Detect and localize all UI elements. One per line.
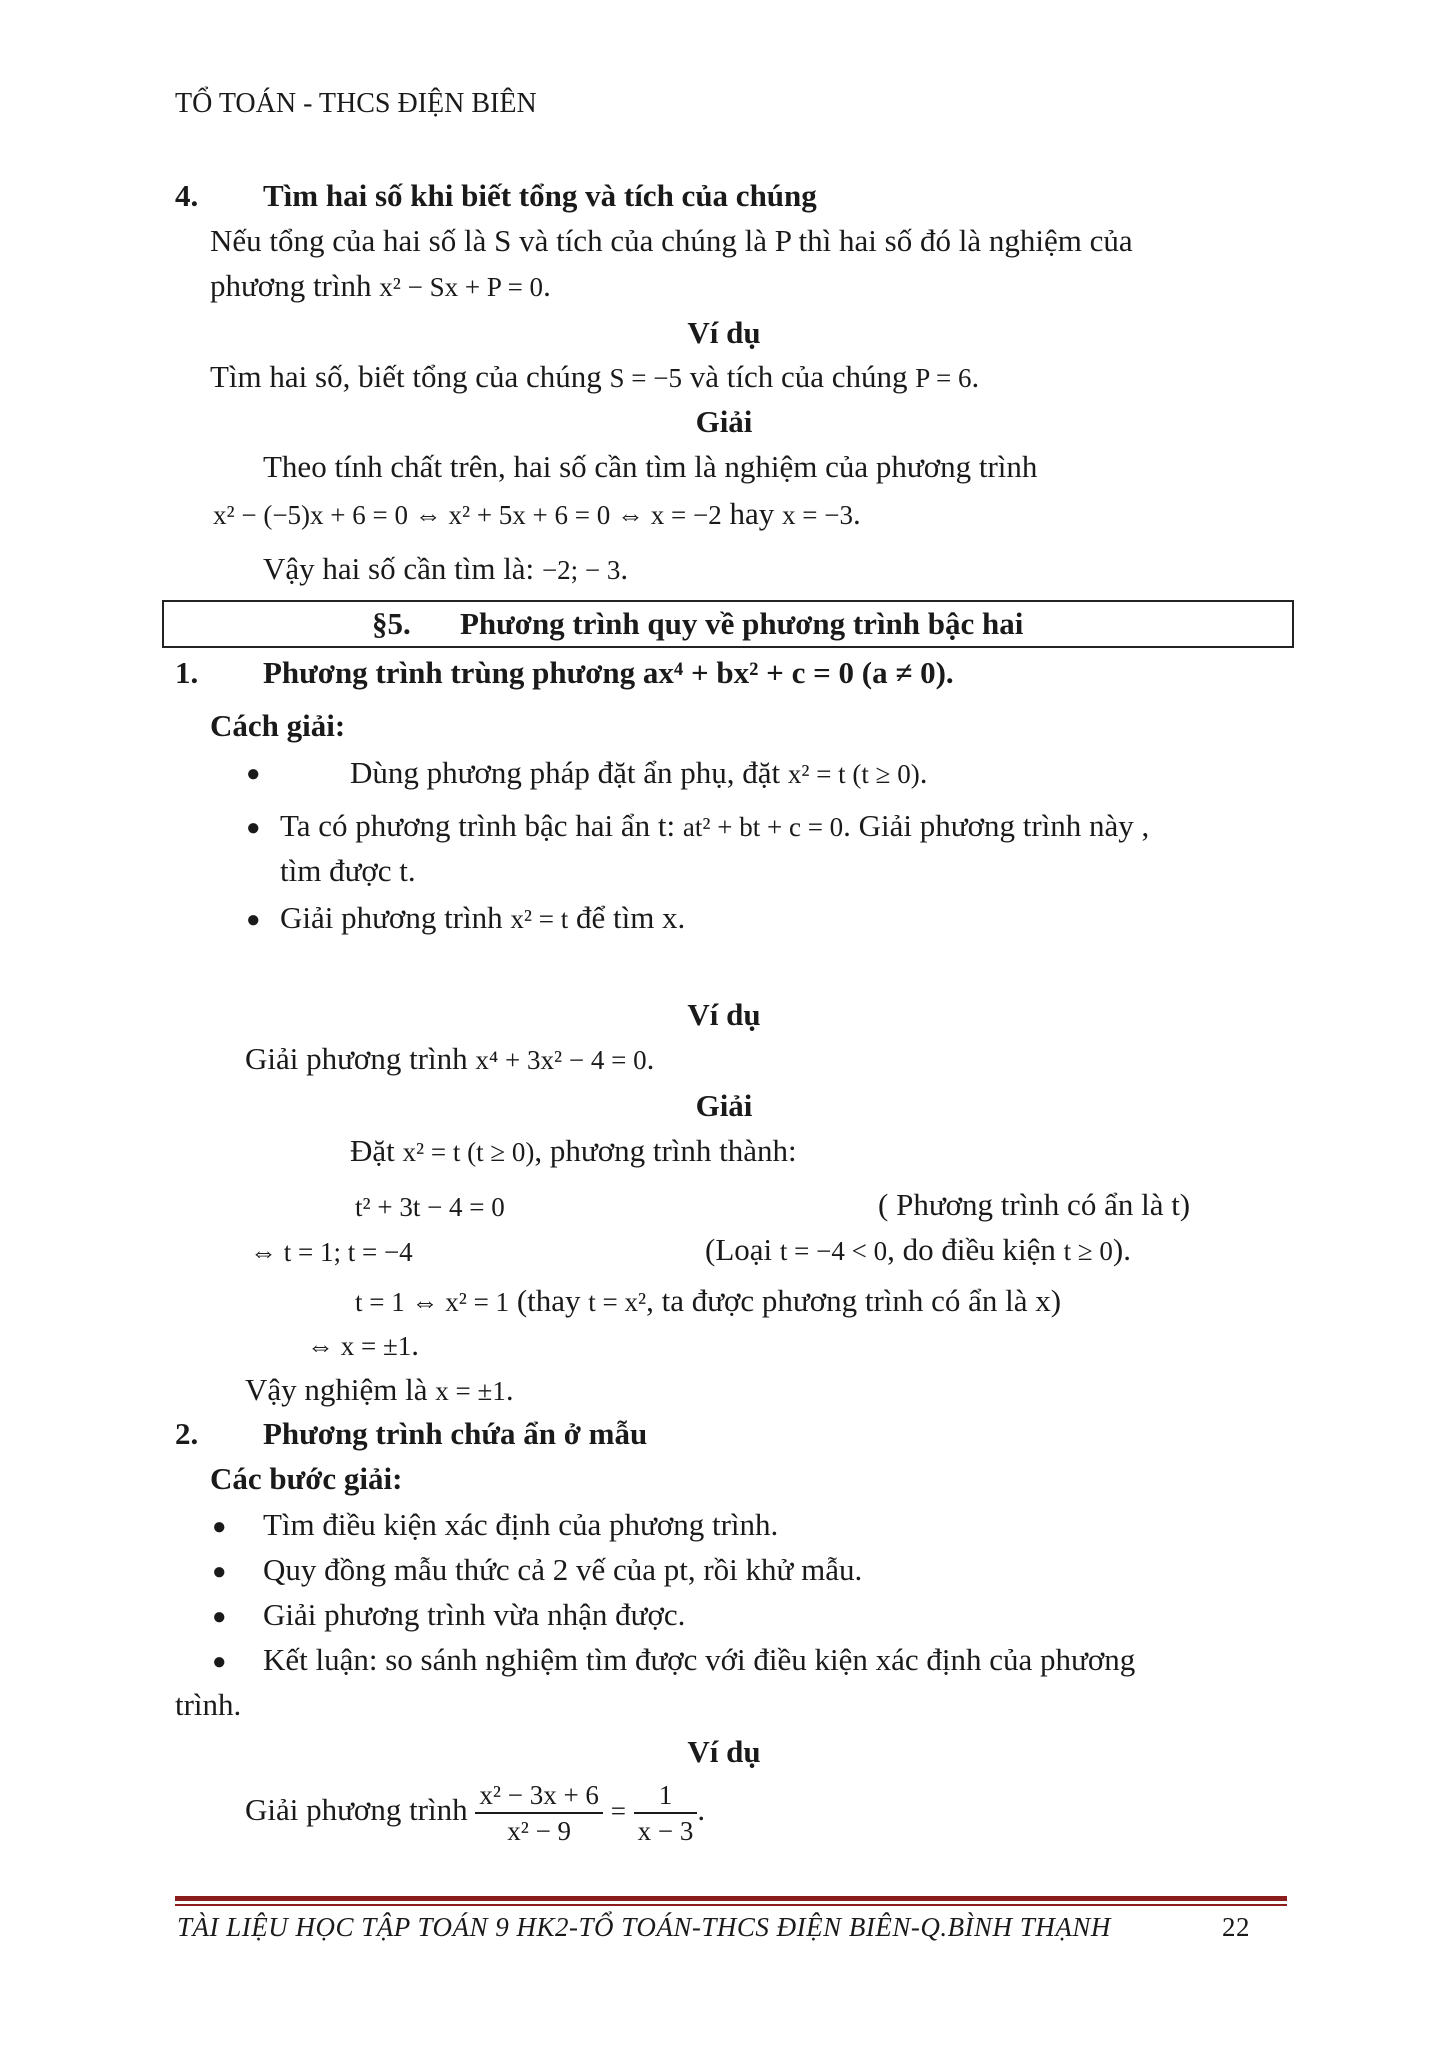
- p1-solution-line5: ⇔ x = ±1.: [307, 1327, 420, 1362]
- part-1-equation: ax⁴ + bx² + c = 0 (a ≠ 0): [642, 655, 946, 690]
- p1-bullet-1: Dùng phương pháp đặt ẩn phụ, đặt x² = t (t ≥ 0).: [350, 755, 928, 790]
- part-1-number: 1.: [175, 655, 199, 690]
- p1-bullet-2-cont: tìm được t.: [280, 853, 416, 888]
- p2-step-2: Quy đồng mẫu thức cả 2 vế của pt, rồi khử mẫu.: [263, 1552, 863, 1587]
- footer-text: TÀI LIỆU HỌC TẬP TOÁN 9 HK2-TỔ TOÁN-THCS ĐIỆN BIÊN-Q.BÌNH THẠNH: [177, 1912, 1111, 1942]
- p2-step-1: Tìm điều kiện xác định của phương trình.: [263, 1507, 779, 1542]
- p1-solution-heading: Giải: [695, 1088, 753, 1123]
- part-2-steps-label: Các bước giải:: [210, 1461, 403, 1496]
- s4-example-heading: Ví dụ: [687, 315, 761, 350]
- footer-rule-thin: [175, 1904, 1287, 1906]
- bullet-icon: ●: [246, 907, 261, 933]
- p1-solution-line3-eq: ⇔ t = 1; t = −4: [250, 1237, 413, 1267]
- page-header: TỔ TOÁN - THCS ĐIỆN BIÊN: [175, 88, 537, 119]
- section-4-title: Tìm hai số khi biết tổng và tích của chúng: [263, 178, 817, 213]
- p2-step-4-cont: trình.: [175, 1687, 242, 1722]
- s4-sum: S = −5: [609, 363, 682, 393]
- fraction-right: $\frac{1}{x - 3}$: [634, 1778, 698, 1848]
- s4-product: P = 6: [915, 363, 972, 393]
- bullet-icon: ●: [212, 1559, 227, 1585]
- s4-solution-line1: Theo tính chất trên, hai số cần tìm là nghiệm của phương trình: [263, 449, 1038, 484]
- part-2-title: Phương trình chứa ẩn ở mẫu: [263, 1416, 648, 1451]
- p2-example-heading: Ví dụ: [687, 1734, 761, 1769]
- p1-solution-line2-eq: t² + 3t − 4 = 0: [355, 1192, 505, 1222]
- section-5-number: §5.: [372, 606, 411, 641]
- part-2-number: 2.: [175, 1416, 199, 1451]
- bullet-icon: ●: [246, 815, 261, 841]
- bullet-icon: ●: [212, 1604, 227, 1630]
- fraction-left: $\frac{\text{x² − 3x + 6}}{\text{x² − 9}}$: [475, 1778, 603, 1848]
- s4-conclusion: Vậy hai số cần tìm là: −2; − 3.: [263, 551, 629, 586]
- p1-bullet-3: Giải phương trình x² = t để tìm x.: [280, 900, 686, 935]
- p2-example-text: Giải phương trình $\frac{\text{x² − 3x + 6}}{\text{x² − 9}}$ = $\frac{1}{x - 3}$ .: [245, 1779, 706, 1846]
- p1-solution-line2-note: ( Phương trình có ẩn là t): [878, 1187, 1191, 1222]
- p1-conclusion: Vậy nghiệm là x = ±1.: [245, 1372, 514, 1407]
- p2-step-4: Kết luận: so sánh nghiệm tìm được với điều kiện xác định của phương: [263, 1642, 1136, 1677]
- p1-example-text: Giải phương trình x⁴ + 3x² − 4 = 0.: [245, 1041, 655, 1076]
- s4-example-text: Tìm hai số, biết tổng của chúng S = −5 và tích của chúng P = 6.: [210, 359, 980, 394]
- section-4-number: 4.: [175, 178, 199, 213]
- s4-text-line2: phương trình x² − Sx + P = 0.: [210, 268, 551, 303]
- p1-solution-line1: Đặt x² = t (t ≥ 0), phương trình thành:: [350, 1133, 797, 1168]
- p2-step-3: Giải phương trình vừa nhận được.: [263, 1597, 686, 1632]
- s4-solution-equation: x² − (−5)x + 6 = 0 ⇔ x² + 5x + 6 = 0 ⇔ x = −2 hay x = −3.: [213, 496, 861, 531]
- p1-solution-line3-note: (Loại t = −4 < 0, do điều kiện t ≥ 0).: [705, 1232, 1131, 1267]
- part-1-title: Phương trình trùng phương ax⁴ + bx² + c = 0 (a ≠ 0).: [263, 655, 954, 690]
- p1-solution-line4: t = 1 ⇔ x² = 1 (thay t = x², ta được phương trình có ẩn là x): [355, 1283, 1062, 1318]
- equals-sign: =: [610, 1796, 626, 1826]
- part-1-method-label: Cách giải:: [210, 708, 346, 743]
- p1-bullet-2: Ta có phương trình bậc hai ẩn t: at² + bt + c = 0. Giải phương trình này ,: [280, 808, 1150, 843]
- footer-rule-thick: [175, 1896, 1287, 1901]
- section-5-title: Phương trình quy về phương trình bậc hai: [460, 606, 1024, 641]
- bullet-icon: ●: [246, 761, 261, 787]
- page-number: 22: [1222, 1912, 1250, 1942]
- bullet-icon: ●: [212, 1649, 227, 1675]
- p1-example-heading: Ví dụ: [687, 997, 761, 1032]
- s4-solution-heading: Giải: [695, 404, 753, 439]
- s4-equation: x² − Sx + P = 0: [379, 272, 544, 302]
- bullet-icon: ●: [212, 1514, 227, 1540]
- s4-text-line1: Nếu tổng của hai số là S và tích của chúng là P thì hai số đó là nghiệm của: [210, 223, 1133, 258]
